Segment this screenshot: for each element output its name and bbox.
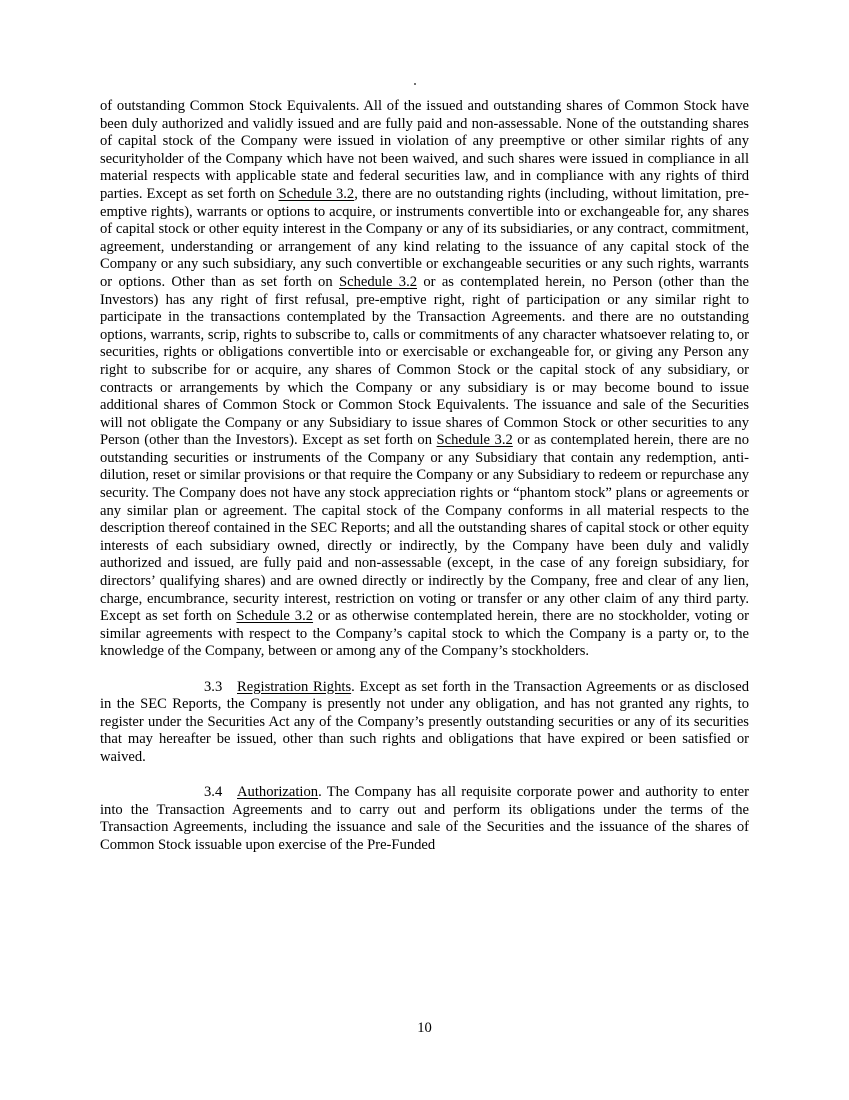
schedule-reference: Schedule 3.2 (436, 432, 513, 449)
schedule-reference: Schedule 3.2 (278, 185, 355, 202)
section-number: 3.3 (204, 678, 223, 695)
page-number: 10 (417, 1020, 432, 1036)
document-page (100, 98, 749, 872)
schedule-reference: Schedule 3.2 (236, 608, 314, 625)
paragraph-3-2-continued (100, 98, 749, 661)
schedule-reference: Schedule 3.2 (338, 273, 418, 290)
text-run: or as otherwise contemplated herein, there are no stockholder, voting or similar agreements with respect to the Company’s capital stock to which the Company is a party or, to the knowledge of the Company, between or among any of the Company’s stockholders. (100, 608, 749, 660)
text-run: of outstanding Common Stock Equivalents. All of the issued and outstanding shares of Common Stock have been duly authorized and validly issued and are fully paid and non-assessable. None of the outstanding shares of capital stock of the Company were issued in violation of any preemptive or other similar rights of any securityholder of the Company which have not been waived, and such shares were issued in compliance in all material respects with applicable state and federal securities law, and in compliance with any rights of third parties. Except as set forth on (100, 98, 749, 202)
section-number: 3.4 (204, 784, 223, 801)
text-run: or as contemplated herein, no Person (other than the Investors) has any right of first refusal, pre-emptive right, right of participation or any similar right to participate in the transactions contemplated by the Transaction Agreements. and there are no outstanding options, warrants, scrip, rights to subscribe to, calls or commitments of any character whatsoever relating to, or securities, rights or obligations convertible into or exercisable or exchangeable for, or giving any Person any right to subscribe for or acquire, any shares of Common Stock or the capital stock of any subsidiary, or contracts or arrangements by which the Company or any subsidiary is or may become bound to issue additional shares of Common Stock or Common Stock Equivalents. The issuance and sale of the Securities will not obligate the Company or any Subsidiary to issue shares of Common Stock or other securities to any Person (other than the Investors). Except as set forth on (100, 273, 750, 449)
text-run: or as contemplated herein, there are no outstanding securities or instruments of the Company or any Subsidiary that contain any redemption, anti-dilution, reset or similar provisions or that require the Company or any Subsidiary to redeem or repurchase any security. The Company does not have any stock appreciation rights or “phantom stock” plans or agreements or any similar plan or agreement. The capital stock of the Company conforms in all material respects to the description thereof contained in the SEC Reports; and all the outstanding shares of capital stock or other equity interests of each subsidiary owned, directly or indirectly, by the Company have been duly and validly authorized and issued, are fully paid and non-assessable (except, in the case of any foreign subsidiary, for directors’ qualifying shares) and are owned directly or indirectly by the Company, free and clear of any lien, charge, encumbrance, security interest, restriction on voting or transfer or any other claim of any third party. Except as set forth on (100, 432, 749, 625)
section-heading: Authorization (237, 784, 319, 801)
section-body: . The Company has all requisite corporate power and authority to enter into the Transaction Agreements and to carry out and perform its obligations under the terms of the Transaction Agreements, including the issuance and sale of the Securities and the issuance of the shares of Common Stock issuable upon exercise of the Pre-Funded (100, 784, 749, 853)
section-3-3-registration-rights (100, 679, 749, 767)
section-3-4-authorization (100, 784, 749, 854)
page-mark (414, 83, 416, 85)
section-body: . Except as set forth in the Transaction Agreements or as disclosed in the SEC Reports, the Company is presently not under any obligation, and has not granted any rights, to register under the Securities Act any of the Company’s presently outstanding securities or any of its securities that may hereafter be issued, other than such rights and obligations that have expired or been satisfied or waived. (100, 678, 749, 765)
text-run: , there are no outstanding rights (including, without limitation, pre-emptive rights), warrants or options to acquire, or instruments convertible into or exchangeable for, any shares of capital stock or other equity interest in the Company or any of its subsidiaries, or any contract, commitment, agreement, understanding or arrangement of any kind relating to the issuance of any capital stock of the Company or any such subsidiary, any such convertible or exchangeable securities or any such rights, warrants or options. Other than as set forth on (100, 185, 749, 290)
section-heading: Registration Rights (237, 678, 352, 695)
